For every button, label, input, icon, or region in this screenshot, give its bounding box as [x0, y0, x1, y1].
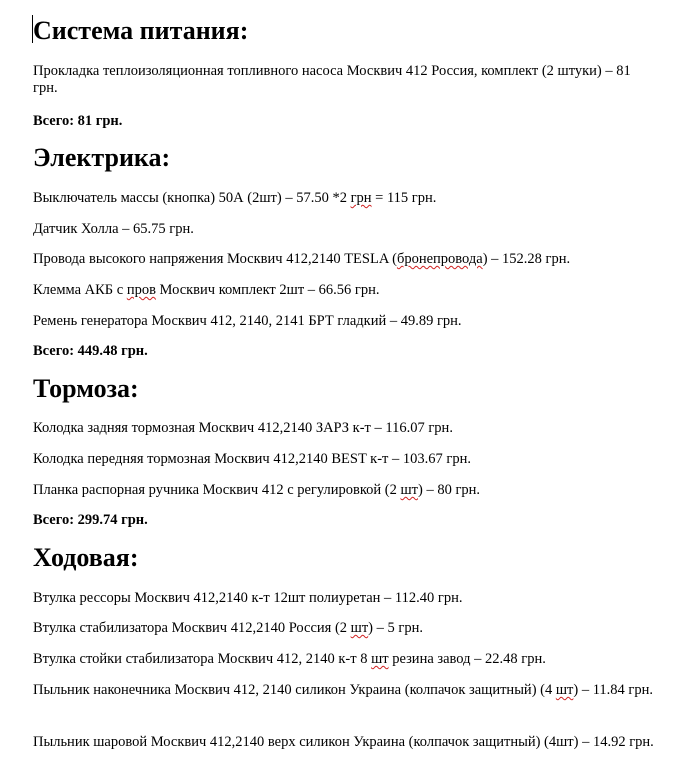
section-total: Всего: 449.48 грн. [33, 343, 148, 359]
section-title-chassis: Ходовая: [33, 543, 139, 572]
list-item: Колодка передняя тормозная Москвич 412,2140 BEST к-т – 103.67 грн. [33, 451, 471, 467]
list-item: Пыльник шаровой Москвич 412,2140 верх силикон Украина (колпачок защитный) (4шт) – 14.92 грн. [33, 734, 654, 750]
section-title-brakes: Тормоза: [33, 374, 139, 403]
list-item: Планка распорная ручника Москвич 412 с регулировкой (2 шт) – 80 грн. [33, 482, 481, 498]
list-item: Прокладка теплоизоляционная топливного насоса Москвич 412 Россия, комплект (2 штуки) – 81 грн. [33, 63, 631, 96]
list-item: Клемма АКБ с пров Москвич комплект 2шт – 66.56 грн. [33, 282, 380, 298]
section-title-fuel: Система питания: [33, 16, 249, 45]
list-item: Провода высокого напряжения Москвич 412,2140 TESLA (бронепровода) – 152.28 грн. [33, 251, 571, 267]
section-title-electrics: Электрика: [33, 143, 171, 172]
list-item: Датчик Холла – 65.75 грн. [33, 221, 194, 237]
list-item: Колодка задняя тормозная Москвич 412,2140 ЗАРЗ к-т – 116.07 грн. [33, 420, 453, 436]
list-item: Втулка стабилизатора Москвич 412,2140 Россия (2 шт) – 5 грн. [33, 620, 423, 636]
section-total: Всего: 81 грн. [33, 113, 123, 129]
list-item: Втулка рессоры Москвич 412,2140 к-т 12шт полиуретан – 112.40 грн. [33, 590, 463, 606]
list-item: Пыльник наконечника Москвич 412, 2140 силикон Украина (колпачок защитный) (4 шт) – 11.84 грн. [33, 682, 653, 698]
list-item: Выключатель массы (кнопка) 50А (2шт) – 57.50 *2 грн = 115 грн. [33, 190, 437, 206]
section-total: Всего: 299.74 грн. [33, 512, 148, 528]
list-item: Ремень генератора Москвич 412, 2140, 2141 БРТ гладкий – 49.89 грн. [33, 313, 462, 329]
list-item: Втулка стойки стабилизатора Москвич 412, 2140 к-т 8 шт резина завод – 22.48 грн. [33, 651, 546, 667]
